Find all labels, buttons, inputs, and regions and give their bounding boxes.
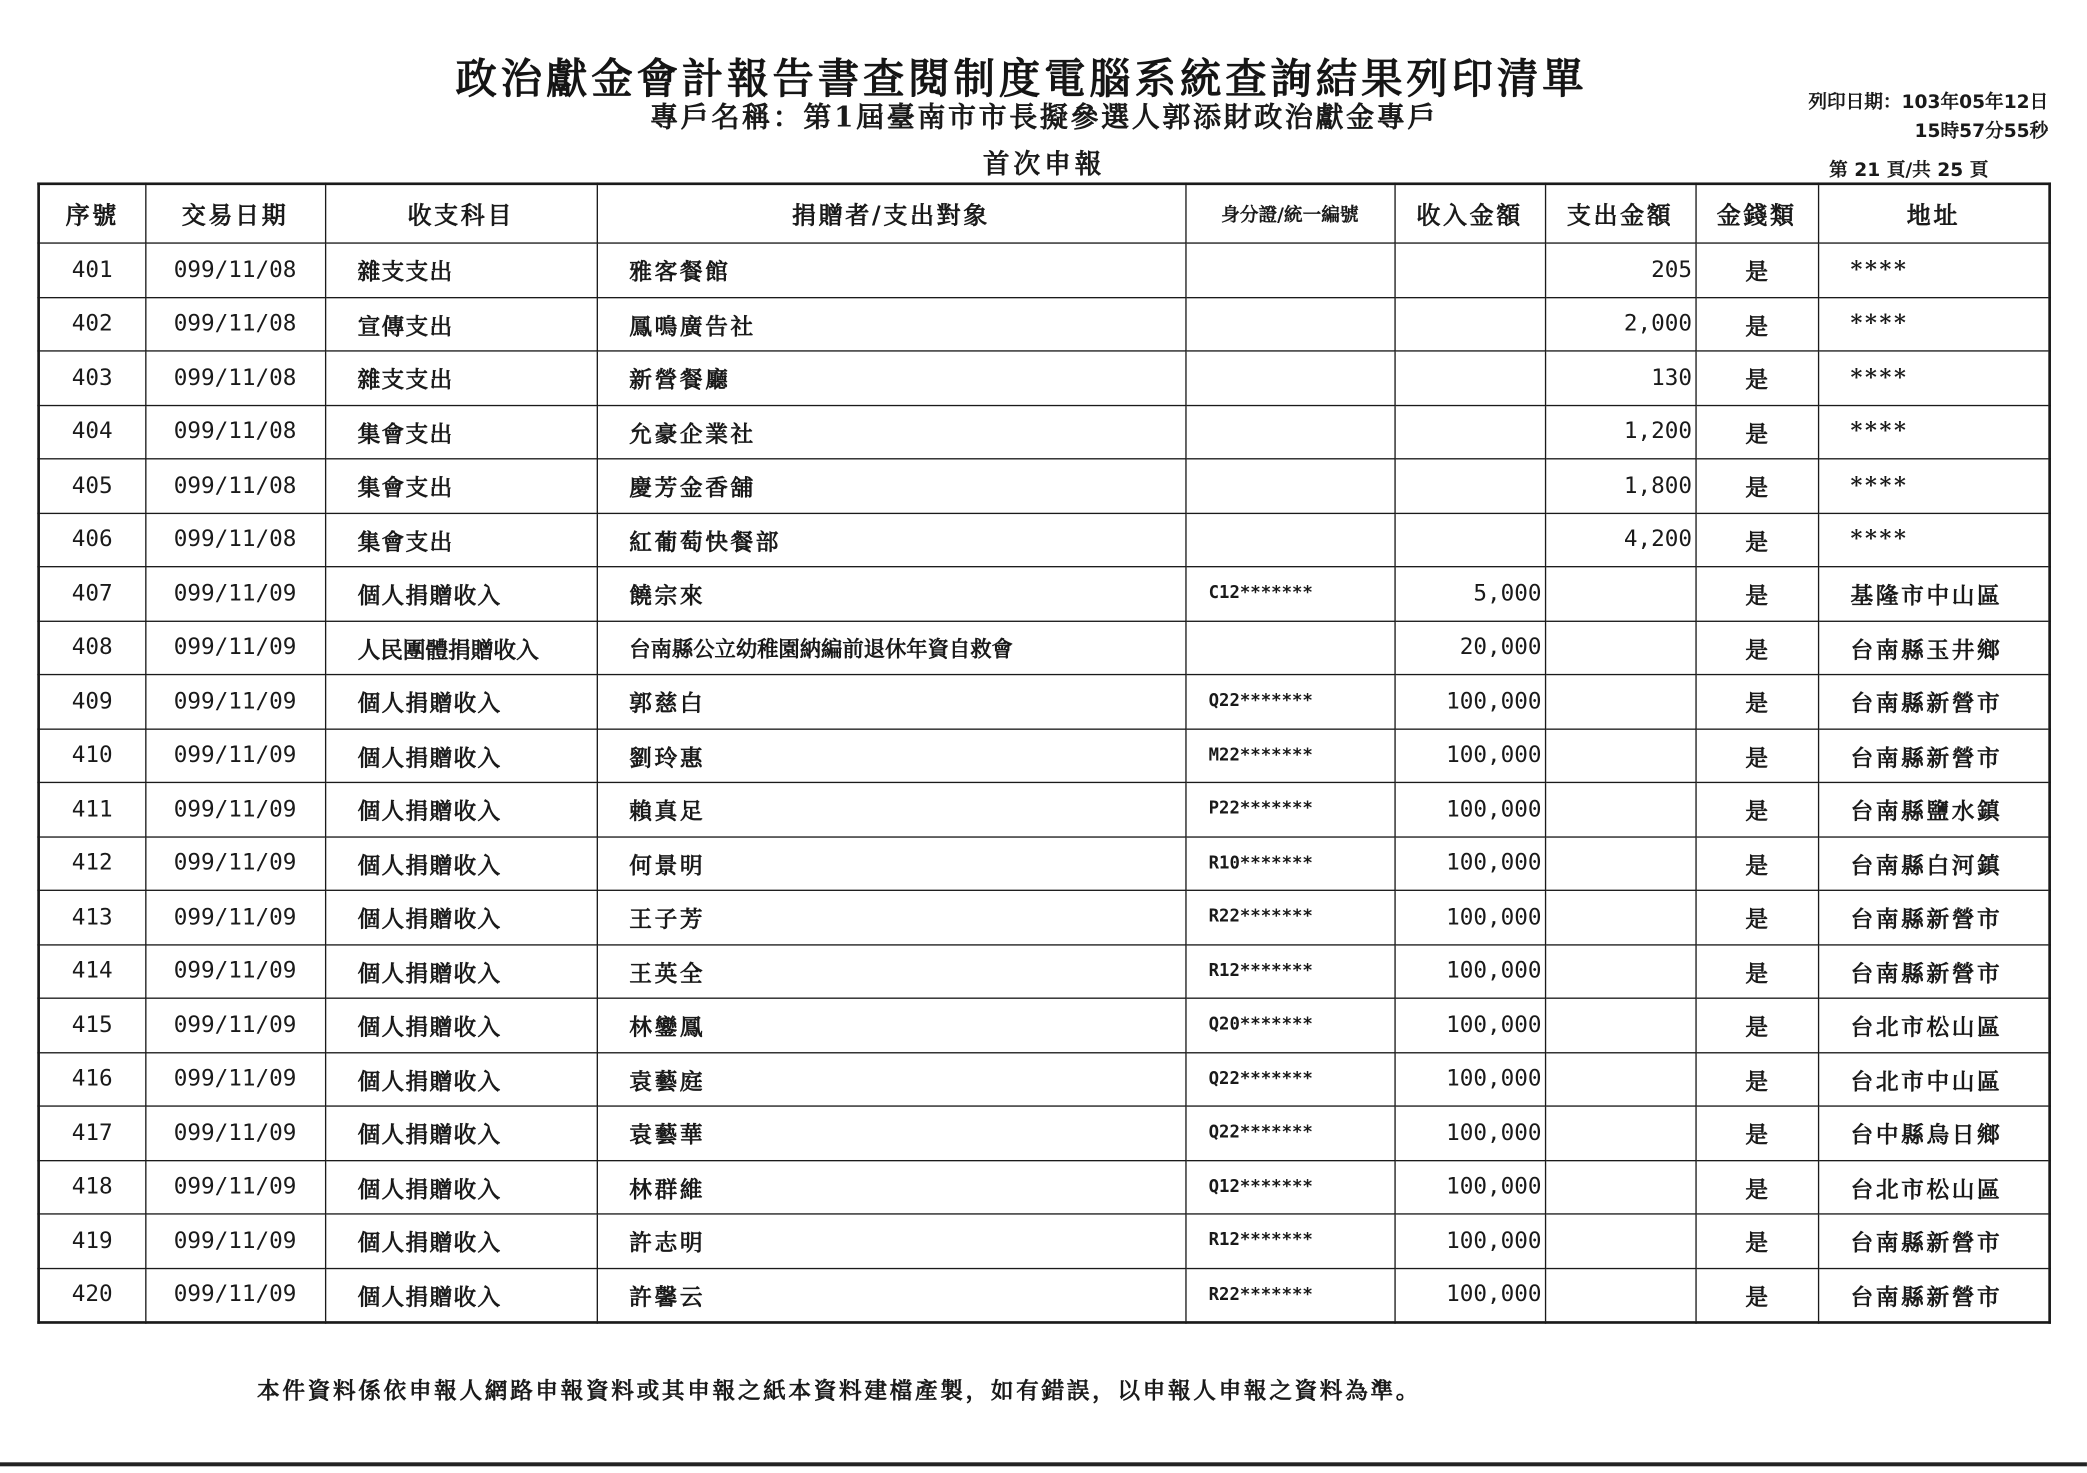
- cell-income: [1394, 351, 1544, 405]
- cell-subject: 個人捐贈收入: [325, 782, 597, 836]
- cell-income: 5,000: [1394, 567, 1544, 621]
- cell-party: 王英全: [597, 944, 1186, 998]
- cell-subject: 宣傳支出: [325, 297, 597, 351]
- cell-address: ****: [1818, 405, 2050, 459]
- cell-expense: [1545, 1106, 1695, 1160]
- cell-expense: [1545, 998, 1695, 1052]
- cell-cash: 是: [1695, 351, 1818, 405]
- cell-expense: [1545, 1160, 1695, 1214]
- cell-party: 雅客餐館: [597, 243, 1186, 297]
- cell-expense: 1,800: [1545, 459, 1695, 513]
- cell-income: [1394, 297, 1544, 351]
- cell-address: 台南縣新營市: [1818, 728, 2050, 782]
- cell-id: Q12*******: [1185, 1160, 1394, 1214]
- cell-no: 407: [39, 567, 146, 621]
- cell-date: 099/11/09: [145, 621, 325, 675]
- cell-date: 099/11/09: [145, 675, 325, 729]
- cell-subject: 個人捐贈收入: [325, 567, 597, 621]
- table-row: [39, 567, 2050, 621]
- report-type: 首次申報: [982, 147, 1106, 180]
- cell-no: 405: [39, 459, 146, 513]
- table-header-row: [39, 184, 2050, 243]
- print-time: 15時57分55秒: [1914, 121, 2049, 143]
- cell-party: 許馨云: [597, 1268, 1186, 1323]
- account-name: 專戶名稱：第1屆臺南市市長擬參選人郭添財政治獻金專戶: [650, 99, 1439, 134]
- cell-date: 099/11/09: [145, 1268, 325, 1323]
- cell-subject: 個人捐贈收入: [325, 1268, 597, 1323]
- cell-date: 099/11/09: [145, 998, 325, 1052]
- cell-party: 新營餐廳: [597, 351, 1186, 405]
- cell-expense: [1545, 890, 1695, 944]
- table-row: [39, 1052, 2050, 1106]
- cell-income: 100,000: [1394, 890, 1544, 944]
- table-row: [39, 621, 2050, 675]
- cell-no: 415: [39, 998, 146, 1052]
- cell-date: 099/11/09: [145, 1052, 325, 1106]
- print-date: 列印日期：103年05年12日: [1808, 91, 2049, 114]
- cell-id: [1185, 243, 1394, 297]
- table-row: [39, 459, 2050, 513]
- cell-id: R12*******: [1185, 944, 1394, 998]
- cell-address: 台中縣烏日鄉: [1818, 1106, 2050, 1160]
- cell-income: 100,000: [1394, 1268, 1544, 1323]
- cell-subject: 個人捐贈收入: [325, 890, 597, 944]
- cell-subject: 個人捐贈收入: [325, 1160, 597, 1214]
- cell-id: Q22*******: [1185, 675, 1394, 729]
- records-table: [37, 182, 2051, 1323]
- cell-address: 台南縣新營市: [1818, 675, 2050, 729]
- table-row: [39, 782, 2050, 836]
- cell-address: ****: [1818, 297, 2050, 351]
- cell-no: 403: [39, 351, 146, 405]
- cell-party: 許志明: [597, 1214, 1186, 1268]
- cell-expense: 2,000: [1545, 297, 1695, 351]
- cell-party: 台南縣公立幼稚園納編前退休年資自救會: [597, 621, 1186, 675]
- cell-expense: [1545, 621, 1695, 675]
- cell-party: 袁藝庭: [597, 1052, 1186, 1106]
- cell-subject: 個人捐贈收入: [325, 1214, 597, 1268]
- cell-subject: 雜支支出: [325, 243, 597, 297]
- cell-no: 401: [39, 243, 146, 297]
- footer-note: 本件資料係依申報人網路申報資料或其申報之紙本資料建檔產製，如有錯誤，以申報人申報之資料為準。: [257, 1378, 1422, 1406]
- cell-id: [1185, 621, 1394, 675]
- cell-id: Q20*******: [1185, 998, 1394, 1052]
- cell-party: 賴真足: [597, 782, 1186, 836]
- cell-expense: [1545, 567, 1695, 621]
- table-row: [39, 998, 2050, 1052]
- cell-address: ****: [1818, 243, 2050, 297]
- cell-party: 饒宗來: [597, 567, 1186, 621]
- cell-date: 099/11/09: [145, 944, 325, 998]
- cell-cash: 是: [1695, 836, 1818, 890]
- records-table-container: [37, 182, 2051, 1323]
- cell-cash: 是: [1695, 782, 1818, 836]
- table-row: [39, 405, 2050, 459]
- cell-id: [1185, 351, 1394, 405]
- cell-date: 099/11/08: [145, 351, 325, 405]
- cell-party: 袁藝華: [597, 1106, 1186, 1160]
- cell-id: P22*******: [1185, 782, 1394, 836]
- cell-address: 台北市松山區: [1818, 998, 2050, 1052]
- table-row: [39, 836, 2050, 890]
- cell-cash: 是: [1695, 1268, 1818, 1323]
- cell-income: [1394, 243, 1544, 297]
- cell-cash: 是: [1695, 297, 1818, 351]
- cell-cash: 是: [1695, 675, 1818, 729]
- cell-no: 417: [39, 1106, 146, 1160]
- table-row: [39, 1106, 2050, 1160]
- cell-subject: 集會支出: [325, 513, 597, 567]
- cell-expense: 205: [1545, 243, 1695, 297]
- cell-subject: 集會支出: [325, 405, 597, 459]
- cell-id: R10*******: [1185, 836, 1394, 890]
- cell-address: 台南縣新營市: [1818, 1214, 2050, 1268]
- cell-expense: [1545, 782, 1695, 836]
- header-address: 地址: [1818, 184, 2050, 243]
- cell-id: R22*******: [1185, 1268, 1394, 1323]
- cell-party: 劉玲惠: [597, 728, 1186, 782]
- cell-no: 404: [39, 405, 146, 459]
- cell-subject: 雜支支出: [325, 351, 597, 405]
- cell-cash: 是: [1695, 243, 1818, 297]
- header-income: 收入金額: [1394, 184, 1544, 243]
- cell-expense: 130: [1545, 351, 1695, 405]
- cell-id: [1185, 513, 1394, 567]
- cell-subject: 集會支出: [325, 459, 597, 513]
- cell-expense: [1545, 1268, 1695, 1323]
- cell-subject: 個人捐贈收入: [325, 1052, 597, 1106]
- cell-date: 099/11/09: [145, 1214, 325, 1268]
- cell-subject: 個人捐贈收入: [325, 998, 597, 1052]
- cell-no: 402: [39, 297, 146, 351]
- cell-expense: [1545, 944, 1695, 998]
- cell-date: 099/11/08: [145, 243, 325, 297]
- table-row: [39, 243, 2050, 297]
- cell-address: ****: [1818, 513, 2050, 567]
- cell-cash: 是: [1695, 1160, 1818, 1214]
- cell-income: 100,000: [1394, 1106, 1544, 1160]
- cell-expense: 1,200: [1545, 405, 1695, 459]
- cell-address: 台南縣新營市: [1818, 1268, 2050, 1323]
- header-cash: 金錢類: [1695, 184, 1818, 243]
- header-expense: 支出金額: [1545, 184, 1695, 243]
- cell-cash: 是: [1695, 728, 1818, 782]
- cell-address: 台南縣鹽水鎮: [1818, 782, 2050, 836]
- cell-cash: 是: [1695, 944, 1818, 998]
- table-body: [39, 243, 2050, 1322]
- cell-income: 100,000: [1394, 998, 1544, 1052]
- cell-expense: [1545, 675, 1695, 729]
- cell-id: M22*******: [1185, 728, 1394, 782]
- cell-no: 409: [39, 675, 146, 729]
- cell-income: 100,000: [1394, 1214, 1544, 1268]
- header-subject: 收支科目: [325, 184, 597, 243]
- cell-expense: [1545, 836, 1695, 890]
- cell-subject: 人民團體捐贈收入: [325, 621, 597, 675]
- cell-address: 台南縣新營市: [1818, 890, 2050, 944]
- cell-id: [1185, 405, 1394, 459]
- cell-party: 紅葡萄快餐部: [597, 513, 1186, 567]
- table-row: [39, 944, 2050, 998]
- cell-date: 099/11/09: [145, 567, 325, 621]
- cell-party: 允豪企業社: [597, 405, 1186, 459]
- cell-party: 郭慈白: [597, 675, 1186, 729]
- cell-party: 王子芳: [597, 890, 1186, 944]
- cell-subject: 個人捐贈收入: [325, 675, 597, 729]
- cell-income: 100,000: [1394, 675, 1544, 729]
- cell-cash: 是: [1695, 890, 1818, 944]
- cell-expense: 4,200: [1545, 513, 1695, 567]
- cell-income: [1394, 459, 1544, 513]
- cell-date: 099/11/08: [145, 405, 325, 459]
- cell-address: 台北市松山區: [1818, 1160, 2050, 1214]
- cell-income: 100,000: [1394, 1160, 1544, 1214]
- cell-expense: [1545, 1052, 1695, 1106]
- cell-address: 台北市中山區: [1818, 1052, 2050, 1106]
- cell-no: 418: [39, 1160, 146, 1214]
- cell-cash: 是: [1695, 567, 1818, 621]
- header-no: 序號: [39, 184, 146, 243]
- cell-address: 台南縣白河鎮: [1818, 836, 2050, 890]
- document-title: 政治獻金會計報告書查閱制度電腦系統查詢結果列印清單: [455, 55, 1588, 104]
- table-row: [39, 728, 2050, 782]
- cell-date: 099/11/08: [145, 513, 325, 567]
- table-row: [39, 675, 2050, 729]
- cell-date: 099/11/09: [145, 890, 325, 944]
- cell-date: 099/11/09: [145, 728, 325, 782]
- cell-address: 台南縣玉井鄉: [1818, 621, 2050, 675]
- cell-no: 419: [39, 1214, 146, 1268]
- cell-address: ****: [1818, 459, 2050, 513]
- table-row: [39, 1214, 2050, 1268]
- cell-subject: 個人捐贈收入: [325, 836, 597, 890]
- table-row: [39, 351, 2050, 405]
- cell-cash: 是: [1695, 1052, 1818, 1106]
- cell-cash: 是: [1695, 998, 1818, 1052]
- cell-income: 100,000: [1394, 782, 1544, 836]
- cell-no: 414: [39, 944, 146, 998]
- cell-income: 100,000: [1394, 944, 1544, 998]
- cell-no: 410: [39, 728, 146, 782]
- cell-id: C12*******: [1185, 567, 1394, 621]
- cell-address: 基隆市中山區: [1818, 567, 2050, 621]
- cell-no: 416: [39, 1052, 146, 1106]
- cell-party: 林鑾鳳: [597, 998, 1186, 1052]
- cell-cash: 是: [1695, 621, 1818, 675]
- cell-subject: 個人捐贈收入: [325, 1106, 597, 1160]
- cell-date: 099/11/09: [145, 782, 325, 836]
- header-id: 身分證/統一編號: [1185, 184, 1394, 243]
- table-row: [39, 1160, 2050, 1214]
- cell-no: 420: [39, 1268, 146, 1323]
- cell-date: 099/11/09: [145, 1106, 325, 1160]
- cell-no: 412: [39, 836, 146, 890]
- cell-address: ****: [1818, 351, 2050, 405]
- cell-id: R12*******: [1185, 1214, 1394, 1268]
- cell-income: [1394, 405, 1544, 459]
- cell-no: 413: [39, 890, 146, 944]
- cell-id: Q22*******: [1185, 1052, 1394, 1106]
- cell-cash: 是: [1695, 513, 1818, 567]
- cell-cash: 是: [1695, 405, 1818, 459]
- cell-address: 台南縣新營市: [1818, 944, 2050, 998]
- cell-party: 鳳鳴廣告社: [597, 297, 1186, 351]
- cell-no: 406: [39, 513, 146, 567]
- cell-party: 慶芳金香舖: [597, 459, 1186, 513]
- table-row: [39, 297, 2050, 351]
- cell-date: 099/11/08: [145, 297, 325, 351]
- cell-expense: [1545, 1214, 1695, 1268]
- cell-income: 100,000: [1394, 1052, 1544, 1106]
- cell-expense: [1545, 728, 1695, 782]
- cell-income: 100,000: [1394, 728, 1544, 782]
- page-number: 第 21 頁/共 25 頁: [1829, 159, 1989, 182]
- cell-cash: 是: [1695, 459, 1818, 513]
- cell-date: 099/11/08: [145, 459, 325, 513]
- cell-id: [1185, 459, 1394, 513]
- cell-party: 何景明: [597, 836, 1186, 890]
- cell-income: [1394, 513, 1544, 567]
- cell-income: 100,000: [1394, 836, 1544, 890]
- cell-subject: 個人捐贈收入: [325, 728, 597, 782]
- cell-income: 20,000: [1394, 621, 1544, 675]
- cell-party: 林群維: [597, 1160, 1186, 1214]
- cell-cash: 是: [1695, 1106, 1818, 1160]
- table-row: [39, 890, 2050, 944]
- cell-id: Q22*******: [1185, 1106, 1394, 1160]
- cell-no: 408: [39, 621, 146, 675]
- cell-subject: 個人捐贈收入: [325, 944, 597, 998]
- cell-id: [1185, 297, 1394, 351]
- page-edge-divider: [0, 1462, 2087, 1466]
- header-date: 交易日期: [145, 184, 325, 243]
- table-row: [39, 513, 2050, 567]
- cell-id: R22*******: [1185, 890, 1394, 944]
- table-row: [39, 1268, 2050, 1323]
- cell-cash: 是: [1695, 1214, 1818, 1268]
- cell-date: 099/11/09: [145, 836, 325, 890]
- header-party: 捐贈者/支出對象: [597, 184, 1186, 243]
- cell-date: 099/11/09: [145, 1160, 325, 1214]
- cell-no: 411: [39, 782, 146, 836]
